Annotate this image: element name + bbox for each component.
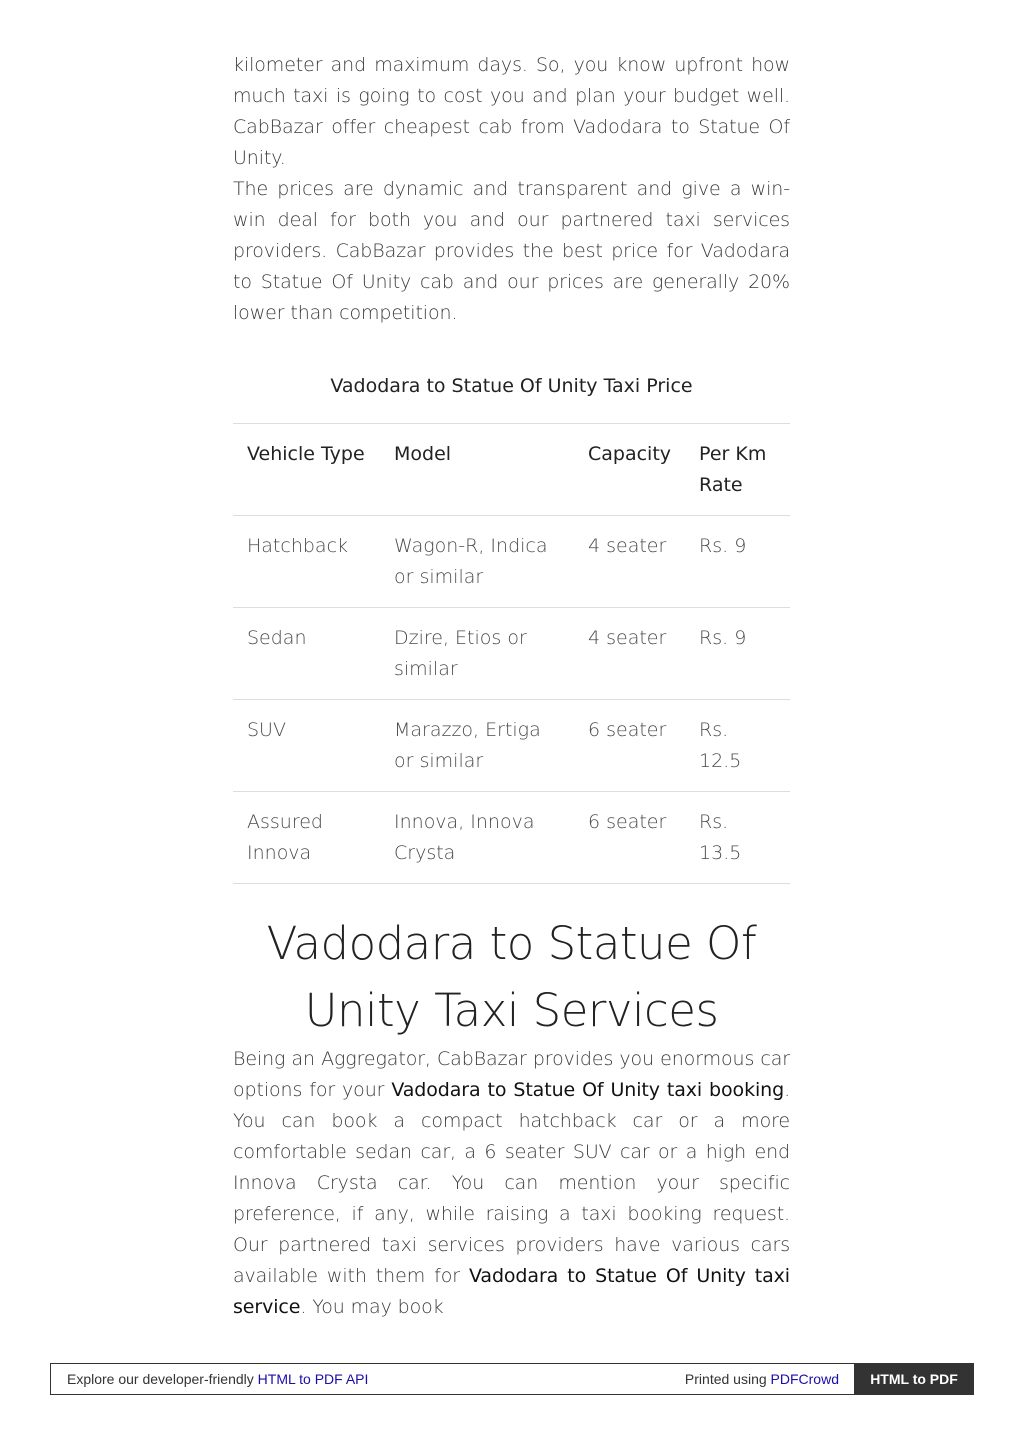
rate-cell: Rs. 9 [685,608,790,700]
footer-right-text: Printed using [684,1371,771,1387]
taxi-service-link[interactable]: Vadodara to Statue Of Unity taxi service [233,1265,790,1318]
table-row [233,792,790,884]
price-table [233,423,790,884]
section-title: Vadodara to Statue Of Unity Taxi Services [266,917,757,1037]
table-header-row [233,424,790,516]
header-model: Model [380,424,574,516]
header-vehicle-type: Vehicle Type [233,424,380,516]
rate-cell: Rs. 12.5 [685,700,790,792]
intro-paragraph: kilometer and maximum days. So, you know upfront how much taxi is going to cost you and plan your budget well. CabBazar offer cheapest cab from Vadodara to Statue Of Unity. [233,54,790,169]
footer-right [685,1371,839,1387]
html-to-pdf-api-link[interactable]: HTML to PDF API [257,1371,369,1387]
table-row [233,608,790,700]
capacity-cell: 4 seater [574,608,685,700]
capacity-cell: 6 seater [574,700,685,792]
capacity-cell: 4 seater [574,516,685,608]
vehicle-type-cell: SUV [233,700,380,792]
paragraph-text: Being an Aggregator, CabBazar provides you enormous car options for your [233,1048,790,1101]
paragraph-text: . You can book a compact hatchback car or a more comfortable sedan car, a 6 seater SUV car or a high end Innova Crysta car. You can mention your specific preference, if any, while raising a taxi booking request. Our partnered taxi services providers have various cars available with them for [233,1079,791,1287]
header-per-km-rate: Per Km Rate [685,424,790,516]
model-cell: Dzire, Etios or similar [380,608,574,700]
rate-cell: Rs. 13.5 [685,792,790,884]
header-capacity: Capacity [574,424,685,516]
table-row [233,516,790,608]
table-caption: Vadodara to Statue Of Unity Taxi Price [330,375,693,397]
aggregator-paragraph [233,1044,790,1323]
taxi-booking-link[interactable]: Vadodara to Statue Of Unity taxi booking [391,1079,785,1101]
model-cell: Wagon-R, Indica or similar [380,516,574,608]
model-cell: Marazzo, Ertiga or similar [380,700,574,792]
rate-cell: Rs. 9 [685,516,790,608]
model-cell: Innova, Innova Crysta [380,792,574,884]
pdfcrowd-footer [50,1363,974,1395]
pdfcrowd-link[interactable]: PDFCrowd [770,1371,839,1387]
html-to-pdf-button[interactable]: HTML to PDF [854,1363,974,1395]
footer-left [67,1371,368,1387]
vehicle-type-cell: Assured Innova [233,792,380,884]
page-content [233,50,790,1323]
table-row [233,700,790,792]
vehicle-type-cell: Sedan [233,608,380,700]
capacity-cell: 6 seater [574,792,685,884]
footer-left-text: Explore our developer-friendly [67,1371,258,1387]
paragraph-text: . You may book [300,1296,444,1318]
vehicle-type-cell: Hatchback [233,516,380,608]
pricing-paragraph: The prices are dynamic and transparent and give a win-win deal for both you and our partnered taxi services providers. CabBazar provides the best price for Vadodara to Statue Of Unity cab and our prices are generally 20% lower than competition. [233,178,790,324]
